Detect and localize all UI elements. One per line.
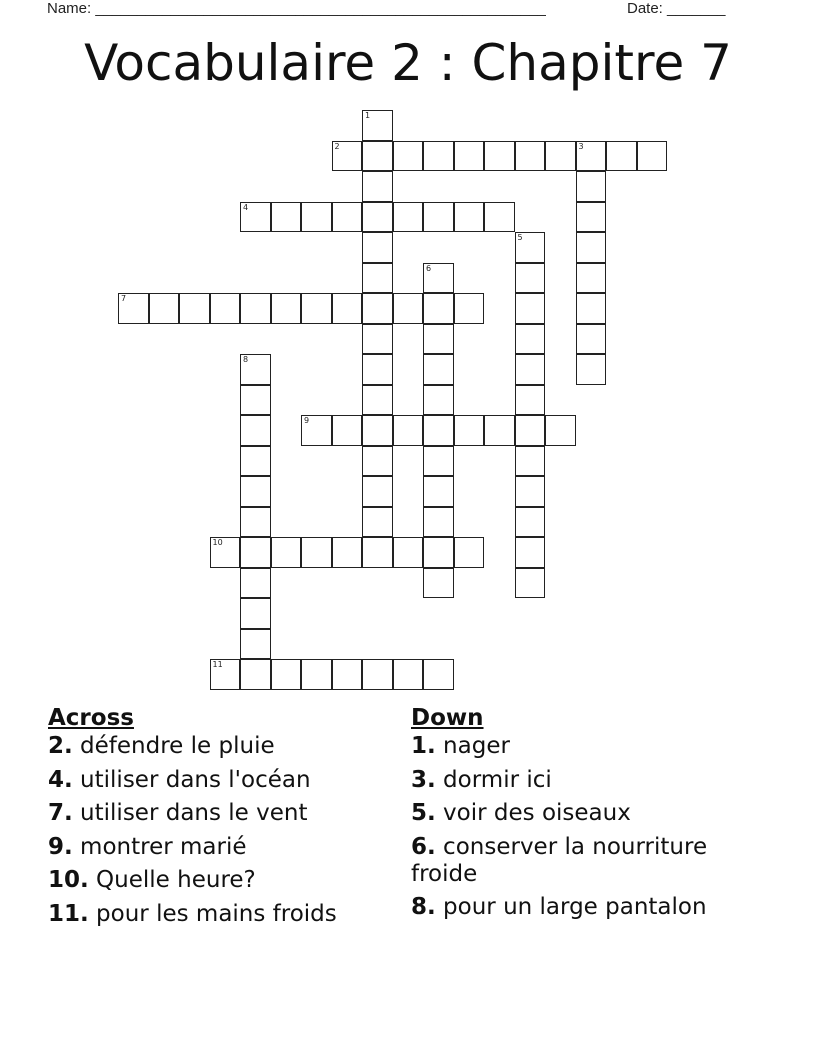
crossword-cell	[423, 293, 454, 324]
crossword-cell	[240, 446, 271, 477]
crossword-cell	[393, 141, 424, 172]
crossword-cell	[332, 415, 363, 446]
crossword-cell	[454, 141, 485, 172]
across-clues	[48, 703, 393, 934]
crossword-cell	[362, 293, 393, 324]
clue-down: 3. dormir ici	[411, 766, 552, 793]
crossword-cell	[271, 659, 302, 690]
crossword-cell	[515, 141, 546, 172]
clue-number: 5	[517, 233, 523, 242]
clue-number: 8	[243, 355, 249, 364]
crossword-cell	[240, 354, 271, 385]
crossword-cell	[362, 202, 393, 233]
crossword-cell	[332, 141, 363, 172]
crossword-cell	[637, 141, 668, 172]
crossword-cell	[332, 202, 363, 233]
crossword-cell	[423, 446, 454, 477]
crossword-cell	[576, 263, 607, 294]
across-heading: Across	[48, 705, 134, 731]
clue-across: 9. montrer marié	[48, 833, 247, 860]
crossword-cell	[301, 293, 332, 324]
crossword-cell	[515, 385, 546, 416]
crossword-cell	[210, 659, 241, 690]
crossword-cell	[362, 385, 393, 416]
clue-number: 6	[426, 263, 432, 273]
crossword-cell	[301, 415, 332, 446]
crossword-cell	[576, 293, 607, 324]
crossword-cell	[423, 476, 454, 507]
clue-across: 10. Quelle heure?	[48, 867, 256, 893]
clue-down: 8. pour un large pantalon	[411, 894, 707, 920]
crossword-cell	[515, 568, 546, 599]
clue-number: 1	[365, 111, 371, 120]
crossword-cell	[362, 415, 393, 446]
crossword-cell	[362, 110, 393, 141]
crossword-cell	[240, 537, 271, 568]
crossword-cell	[301, 202, 332, 233]
clue-down: 1. nager	[411, 733, 510, 759]
crossword-cell	[393, 202, 424, 233]
crossword-cell	[515, 354, 546, 385]
clue-across: 4. utiliser dans l'océan	[48, 766, 311, 793]
crossword-cell	[515, 537, 546, 568]
crossword-cell	[484, 415, 515, 446]
crossword-cell	[332, 659, 363, 690]
clue-number: 3	[578, 141, 584, 151]
crossword-cell	[454, 202, 485, 233]
clue-across: 11. pour les mains froids	[48, 900, 337, 927]
crossword-cell	[240, 415, 271, 446]
crossword-cell	[240, 385, 271, 416]
clue-number: 7	[121, 294, 127, 303]
crossword-cell	[545, 415, 576, 446]
crossword-cell	[423, 324, 454, 355]
crossword-cell	[423, 507, 454, 538]
crossword-cell	[423, 659, 454, 690]
crossword-cell	[393, 415, 424, 446]
crossword-cell	[240, 507, 271, 538]
crossword-cell	[423, 385, 454, 416]
crossword-cell	[210, 293, 241, 324]
crossword-cell	[515, 507, 546, 538]
clue-down: 5. voir des oiseaux	[411, 800, 631, 826]
crossword-cell	[271, 293, 302, 324]
crossword-cell	[393, 293, 424, 324]
crossword-cell	[576, 141, 607, 172]
crossword-cell	[393, 659, 424, 690]
crossword-cell	[515, 263, 546, 294]
crossword-cell	[576, 171, 607, 202]
name-field-label: Name: ______________________________________________________	[47, 0, 546, 17]
crossword-cell	[362, 476, 393, 507]
down-clues	[411, 703, 761, 928]
crossword-cell	[240, 476, 271, 507]
clue-across: 2. défendre le pluie	[48, 733, 275, 759]
crossword-cell	[545, 141, 576, 172]
crossword-cell	[576, 324, 607, 355]
crossword-cell	[362, 537, 393, 568]
clue-down: 6. conserver la nourriture froide	[411, 833, 708, 887]
crossword-cell	[393, 537, 424, 568]
crossword-cell	[301, 537, 332, 568]
crossword-cell	[484, 202, 515, 233]
crossword-cell	[271, 202, 302, 233]
date-field-label: Date: _______	[627, 0, 726, 17]
clue-number: 9	[304, 416, 310, 425]
crossword-cell	[423, 537, 454, 568]
crossword-cell	[423, 141, 454, 172]
crossword-cell	[240, 202, 271, 233]
crossword-cell	[576, 232, 607, 263]
crossword-cell	[484, 141, 515, 172]
crossword-cell	[179, 293, 210, 324]
clue-number: 2	[334, 141, 340, 151]
crossword-cell	[423, 202, 454, 233]
crossword-cell	[454, 293, 485, 324]
crossword-cell	[362, 141, 393, 172]
crossword-cell	[332, 293, 363, 324]
crossword-cell	[240, 659, 271, 690]
crossword-cell	[423, 263, 454, 294]
crossword-cell	[240, 598, 271, 629]
crossword-cell	[423, 415, 454, 446]
crossword-cell	[606, 141, 637, 172]
crossword-cell	[332, 537, 363, 568]
crossword-cell	[210, 537, 241, 568]
clue-number: 10	[212, 538, 223, 547]
clue-number: 11	[212, 660, 223, 669]
crossword-cell	[362, 659, 393, 690]
page-title: Vocabulaire 2 : Chapitre 7	[84, 34, 732, 92]
crossword-cell	[362, 232, 393, 263]
crossword-cell	[240, 568, 271, 599]
crossword-cell	[118, 293, 149, 324]
crossword-cell	[423, 568, 454, 599]
crossword-cell	[271, 537, 302, 568]
crossword-cell	[362, 354, 393, 385]
clue-number: 4	[243, 202, 249, 212]
crossword-cell	[423, 354, 454, 385]
crossword-cell	[149, 293, 180, 324]
crossword-cell	[301, 659, 332, 690]
crossword-cell	[362, 171, 393, 202]
crossword-cell	[454, 415, 485, 446]
clue-across: 7. utiliser dans le vent	[48, 800, 308, 826]
crossword-cell	[515, 415, 546, 446]
crossword-cell	[362, 507, 393, 538]
crossword-cell	[515, 293, 546, 324]
crossword-cell	[362, 446, 393, 477]
crossword-cell	[515, 476, 546, 507]
crossword-cell	[240, 629, 271, 660]
crossword-cell	[362, 263, 393, 294]
crossword-cell	[576, 354, 607, 385]
crossword-cell	[240, 293, 271, 324]
crossword-cell	[515, 232, 546, 263]
crossword-cell	[362, 324, 393, 355]
crossword-cell	[454, 537, 485, 568]
down-heading: Down	[411, 705, 484, 731]
crossword-cell	[515, 324, 546, 355]
crossword-cell	[576, 202, 607, 233]
crossword-cell	[515, 446, 546, 477]
